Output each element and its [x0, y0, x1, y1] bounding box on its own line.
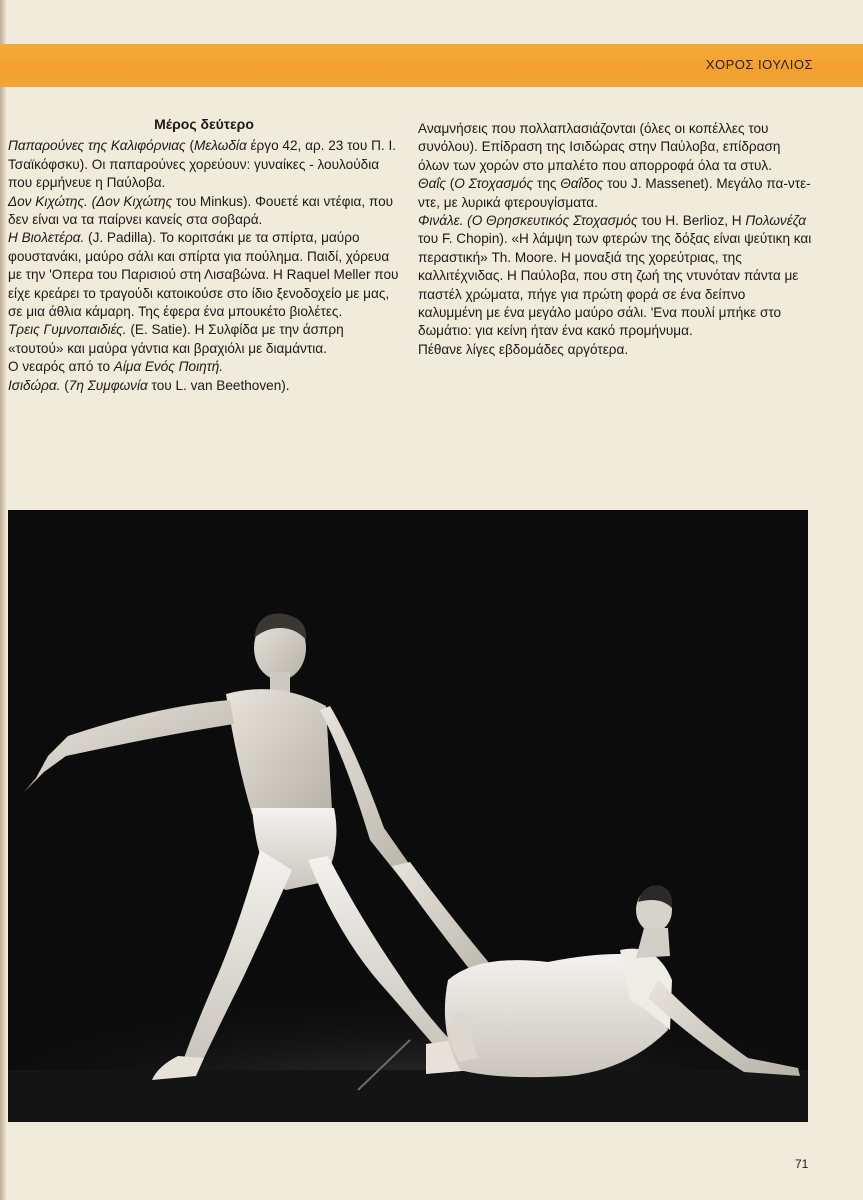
work-title: Ο Στοχασμός: [454, 176, 534, 192]
work-title: Τρεις Γυμνοπαιδιές.: [8, 322, 127, 338]
left-text-column: [8, 115, 400, 395]
work-title: Η Βιολετέρα.: [8, 230, 85, 246]
work-title: Μελωδία: [193, 138, 247, 154]
section-header-band: [0, 44, 863, 87]
text-span: (: [185, 138, 194, 154]
work-title: Ισιδώρα.: [8, 377, 61, 393]
work-title: 7η Συμφωνία: [68, 377, 148, 393]
paragraph-thais: [418, 175, 813, 212]
paragraph-isadora: [8, 377, 400, 395]
work-title: Δον Κιχώτης. (Δον Κιχώτης: [8, 193, 173, 209]
text-span: (: [445, 176, 455, 192]
text-span: του L. van Beethoven).: [147, 377, 290, 393]
text-span: (: [60, 377, 69, 393]
work-title: Αίμα Ενός Ποιητή.: [113, 359, 224, 375]
text-span: Ο νεαρός από το: [8, 359, 114, 375]
text-span: του Minkus). Φουετέ και ντέφια, που δεν είναι να τα παίρνει κανείς στα σοβαρά.: [8, 193, 394, 228]
dancers-illustration: [8, 510, 808, 1122]
work-title: Φινάλε. (Ο Θρησκευτικός Στοχασμός: [418, 213, 638, 229]
paragraph-poppies: [8, 137, 400, 192]
work-title: Θαΐς: [418, 176, 446, 192]
text-span: (E. Satie). Η Συλφίδα με την άσπρη «τουτού» και μαύρα γάντια και βραχιόλι με διαμάντια.: [8, 322, 344, 356]
text-span: του J. Massenet). Μεγάλο πα-ντε-ντε, με λυρικά φτερουγίσματα.: [418, 176, 811, 210]
paragraph-poet: [8, 358, 400, 376]
paragraph-violetera: [8, 229, 400, 321]
page-edge: [0, 0, 6, 1200]
work-title: Θαΐδος: [560, 176, 604, 192]
paragraph-gymnopedies: [8, 321, 400, 358]
paragraph-memories: Αναμνήσεις που πολλαπλασιάζονται (όλες οι κοπέλλες του συνόλου). Επίδραση της Ισιδώρας στην Παύλοβα, επίδραση όλων των χορών στο μπαλέτο που απορροφά όλα τα στυλ.: [418, 121, 781, 173]
ballet-photograph: [8, 510, 808, 1122]
text-span: της: [533, 176, 561, 192]
right-text-column: [418, 120, 813, 359]
work-title: Παπαρούνες της Καλιφόρνιας: [8, 138, 186, 154]
paragraph-finale: [418, 212, 813, 341]
section-label: ΧΟΡΟΣ ΙΟΥΛΙΟΣ: [705, 57, 813, 72]
text-span: έργο 42, αρ. 23 του Π. Ι. Τσαϊκόφσκυ). Οι παπαρούνες χορεύουν: γυναίκες - λουλούδια που ερμήνευε η Παύλοβα.: [8, 138, 396, 191]
paragraph-don-quixote: [8, 193, 400, 230]
text-span: του H. Berlioz, Η: [637, 213, 746, 229]
section-heading: Μέρος δεύτερο: [154, 116, 254, 132]
text-span: (J. Padilla). Το κοριτσάκι με τα σπίρτα, μαύρο φουστανάκι, μαύρο σάλι και σπίρτα για πούλημα. Παιδί, χόρευα με την 'Οπερα του Παρισιού στη Λισαβώνα. Η Raquel Meller που είχε κρεάρει το τραγούδι κατοικούσε στο ίδιο ξενοδοχείο με μας, σε μια άθλια κάμαρη. Της έφερα ένα μπουκέτο βιολέτες.: [8, 230, 399, 320]
text-span: του F. Chopin). «Η λάμψη των φτερών της δόξας είναι ψεύτικη και περαστική» Th. Moore. Η μοναξιά της χορεύτριας, της καλλιτέχνιδας. Η Παύλοβα, που στη ζωή της ντυνόταν πάντα με παστέλ χρώματα, πήγε για πρώτη φορά σε ένα δείπνο καλυμμένη με ένα μεγάλο μαύρο σάλι. 'Ενα πουλί μπήκε στο δωμάτιο: για κείνη ήταν ένα κακό προμήνυμα.: [418, 231, 812, 339]
page-number: 71: [795, 1157, 809, 1171]
paragraph-death: Πέθανε λίγες εβδομάδες αργότερα.: [418, 341, 629, 357]
work-title: Πολωνέζα: [745, 213, 807, 229]
